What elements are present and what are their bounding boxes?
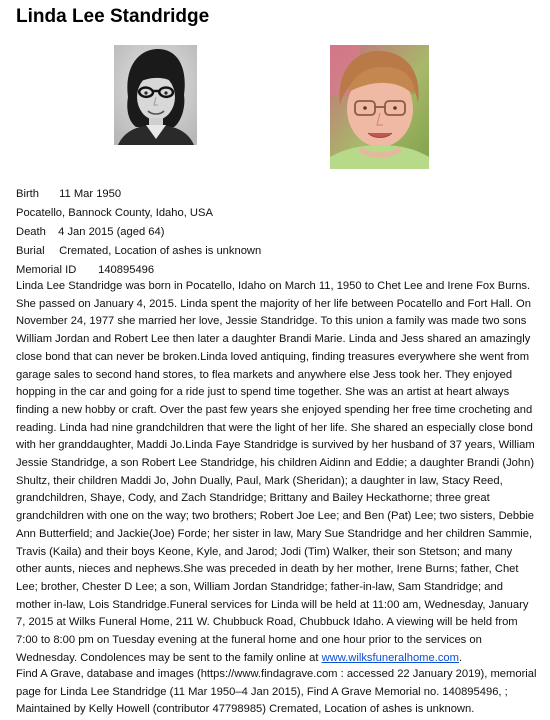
page-title: Linda Lee Standridge xyxy=(16,6,210,27)
citation-text: Find A Grave, database and images (https://www.findagrave.com : accessed 22 January 2019), memorial page for Linda Lee Standridge (11 Mar 1950–4 Jan 2015), Find A Grave Memorial no. 140895496, ; Maintained by Kelly Howell (contributor 47798985) Cremated, Location of ashes is unknown. xyxy=(16,668,537,715)
death-label: Death xyxy=(16,226,46,238)
memorial-id-label: Memorial ID xyxy=(16,264,77,276)
burial-value: Cremated, Location of ashes is unknown xyxy=(59,245,262,257)
memorial-id-value: 140895496 xyxy=(98,264,155,276)
birth-place: Pocatello, Bannock County, Idaho, USA xyxy=(16,207,213,219)
biography-text xyxy=(16,278,536,667)
facts-block xyxy=(16,185,536,280)
birth-date: 11 Mar 1950 xyxy=(59,188,122,200)
burial-row xyxy=(16,242,536,261)
burial-label: Burial xyxy=(16,245,45,257)
birth-row xyxy=(16,185,536,204)
color-portrait-photo xyxy=(330,45,429,169)
birth-place-row xyxy=(16,204,536,223)
biography-end: . xyxy=(458,651,463,664)
death-row xyxy=(16,223,536,242)
birth-label: Birth xyxy=(16,188,40,200)
black-and-white-portrait-photo xyxy=(114,45,197,145)
funeral-home-link[interactable]: www.wilksfuneralhome.com xyxy=(321,651,459,664)
death-value: 4 Jan 2015 (aged 64) xyxy=(58,226,165,238)
biography-body: Linda Lee Standridge was born in Pocatello, Idaho on March 11, 1950 to Chet Lee and Irene Fox Burns. She passed on January 4, 2015. Linda spent the majority of her life between Pocatello and Fort Hall. On November 24, 1977 she married her love, Jessie Standridge. To this union a family was made two sons William Jordan and Robert Lee then later a daughter Brandi Marie. Linda and Jess shared an amazingly close bond that can never be broken.Linda loved antiquing, finding treasures everywhere she went from garage sales to second hand stores, to flea markets and anywhere else Jess took her. They enjoyed hopping in the car and going for a ride just to spend time together. She was an artist at heart always finding a new hobby or craft. Over the past few years she enjoyed spending her free time crocheting and reading. Linda had nine grandchildren that were the light of her life. She shared an especially close bond with her granddaughter, Maddi Jo.Linda Faye Standridge is survived by her husband of 37 years, William Jessie Standridge, a son Robert Lee Standridge, his children Aidinn and Eddie; a daughter Brandi (John) Shultz, their children Maddi Jo, John Dually, Paul, Mark (Sheridan); a daughter in law, Stacy Reed, grandchildren, Shaye, Cody, and Zach Standridge; Brittany and Bailey Heckathorne; three great grandchildren with one on the way; two brothers; Robert Joe Lee; and Ben (Pat) Lee; two sisters, Debbie Ann Butterfield; and Jackie(Joe) Forde; her sister in law, Mary Sue Standridge and her children Sammie, Travis (Kaila) and their boys Keone, Kyle, and Jarod; Jodi (Tim) Walker, their son Stetson; and many other aunts, nieces and nephews.She was preceded in death by her mother, Irene Burns; father, Chet Lee; brother, Chester D Lee; a son, William Jordan Standridge; father-in-law, Sam Standridge; and mother in-law, Lois Standridge.Funeral services for Linda will be held at 11:00 am, Wednesday, January 7, 2015 at Wilks Funeral Home, 211 W. Chubbuck Road, Chubbuck Idaho. A viewing will be held from 7:00 to 8:00 pm on Tuesday evening at the funeral home and one hour prior to the services on Wednesday. Condolences may be sent to the family online at xyxy=(16,280,535,664)
